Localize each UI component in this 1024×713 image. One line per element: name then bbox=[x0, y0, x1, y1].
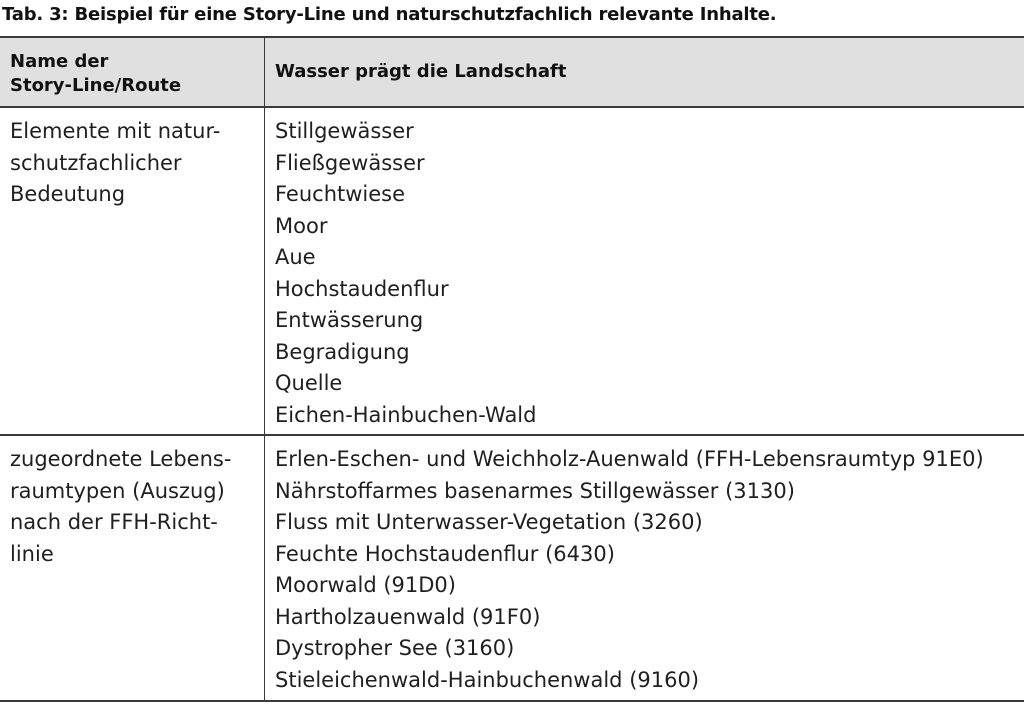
list-item: Hartholzauenwald (91F0) bbox=[275, 604, 541, 629]
row-label-line: linie bbox=[10, 541, 54, 566]
table-caption: Tab. 3: Beispiel für eine Story-Line und naturschutzfachlich relevante Inhalte. bbox=[2, 4, 777, 25]
list-item: Eichen-Hainbuchen-Wald bbox=[275, 402, 537, 427]
row-label-line: schutzfachlicher bbox=[10, 150, 182, 175]
row-label-line: Elemente mit natur- bbox=[10, 119, 221, 143]
list-item: Aue bbox=[275, 245, 316, 269]
list-item: Stillgewässer bbox=[275, 119, 414, 143]
header-name-line: Story-Line/Route bbox=[10, 75, 182, 96]
data-table bbox=[0, 36, 1024, 702]
row-label-line: raumtypen (Auszug) bbox=[10, 478, 225, 503]
list-item: Entwässerung bbox=[275, 308, 424, 332]
row-label-line: Bedeutung bbox=[10, 182, 126, 206]
list-item: Dystropher See (3160) bbox=[275, 636, 515, 660]
list-item: Feuchtwiese bbox=[275, 182, 406, 206]
row-items-cell bbox=[264, 108, 1024, 434]
list-item: Quelle bbox=[275, 371, 343, 395]
list-item: Hochstaudenflur bbox=[275, 276, 449, 301]
list-item: Erlen-Eschen- und Weichholz-Auenwald (FFH-Lebensraumtyp 91E0) bbox=[275, 447, 984, 471]
list-item: Moorwald (91D0) bbox=[275, 573, 456, 597]
header-name-line: Name der bbox=[10, 51, 109, 72]
header-cell-name bbox=[0, 38, 264, 106]
list-item: Moor bbox=[275, 213, 328, 238]
list-item: Feuchte Hochstaudenflur (6430) bbox=[275, 541, 615, 566]
table-header-row bbox=[0, 38, 1024, 108]
row-label-line: zugeordnete Lebens- bbox=[10, 447, 232, 471]
row-label-cell bbox=[0, 108, 264, 434]
list-item: Fluss mit Unterwasser-Vegetation (3260) bbox=[275, 510, 703, 534]
row-label-cell bbox=[0, 436, 264, 700]
list-item: Stieleichenwald-Hainbuchenwald (9160) bbox=[275, 667, 700, 692]
table-row bbox=[0, 436, 1024, 702]
row-label-line: nach der FFH-Richt- bbox=[10, 510, 218, 534]
header-cell-title: Wasser prägt die Landschaft bbox=[264, 38, 1024, 106]
row-items-cell bbox=[264, 436, 1024, 700]
list-item: Nährstoffarmes basenarmes Stillgewässer (3130) bbox=[275, 478, 795, 503]
list-item: Fließgewässer bbox=[275, 150, 425, 175]
table-row bbox=[0, 108, 1024, 436]
list-item: Begradigung bbox=[275, 339, 410, 364]
